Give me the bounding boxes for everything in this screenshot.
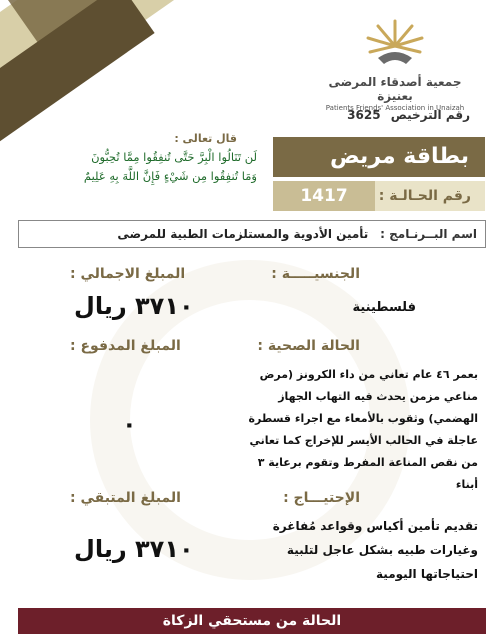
verse-line-2: وَمَا تُنفِقُوا مِن شَيْءٍ فَإِنَّ اللَّهَ بِهِ عَلِيمٌ [83,169,257,183]
health-value: بعمر ٤٦ عام تعاني من داء الكرونز (مرض مناعي مزمن يحدث فيه التهاب الجهاز الهضمي) وثقوب بالأمعاء مع اجراء قسطرة عاجلة في الحالب الأيسر للإخراج كما تعاني من نقص المناعة المفرط وتقوم برعاية ٣ أبناء [248,368,478,491]
license-line [341,108,470,122]
case-label: رقم الحـالـة : [375,181,485,211]
logo-sun-icon [360,18,430,73]
total-value: ٣٧١٠ ريال [74,292,194,320]
remaining-value: ٣٧١٠ ريال [74,535,194,563]
zakat-footer: الحالة من مستحقي الزكاة [18,608,486,634]
case-number-row [273,181,485,211]
need-value: تقديم تأمين أكياس وقواعد مُفاغرة وغيارات طبيه بشكل عاجل لتلبية احتياجاتها اليومية [272,519,478,581]
license-number: 3625 [347,108,381,122]
program-box [18,220,486,248]
verse-line-1: لَن تَنَالُوا الْبِرَّ حَتَّى تُنفِقُوا مِمَّا تُحِبُّونَ [91,150,257,164]
verse-heading: قال تعالى : [174,132,237,145]
logo-name-ar: جمعية أصدقاء المرضى بعنيزة [328,75,462,103]
program-label: اسم البــرنـامج : [380,227,477,241]
case-number: 1417 [273,181,375,211]
quran-verse [22,132,257,183]
logo-name-en: Patients Friends' Association in Unaizah [325,104,465,112]
total-label: المبلغ الاجمالي : [70,266,186,282]
paid-value: ٠ [122,410,137,438]
nationality-value: فلسطينية [352,300,416,315]
association-logo [320,18,470,112]
health-label: الحالة الصحية : [257,338,360,354]
nationality-label: الجنسيـــــة : [271,266,360,282]
license-label: رقم الترخيص [390,108,470,122]
remaining-label: المبلغ المتبقي : [70,490,181,506]
program-value: تأمين الأدوية والمستلزمات الطبية للمرضى [117,227,369,241]
card-title: بطاقة مريض [273,137,485,177]
need-label: الإحتيـــاج : [283,490,360,506]
paid-label: المبلغ المدفوع : [70,338,181,354]
